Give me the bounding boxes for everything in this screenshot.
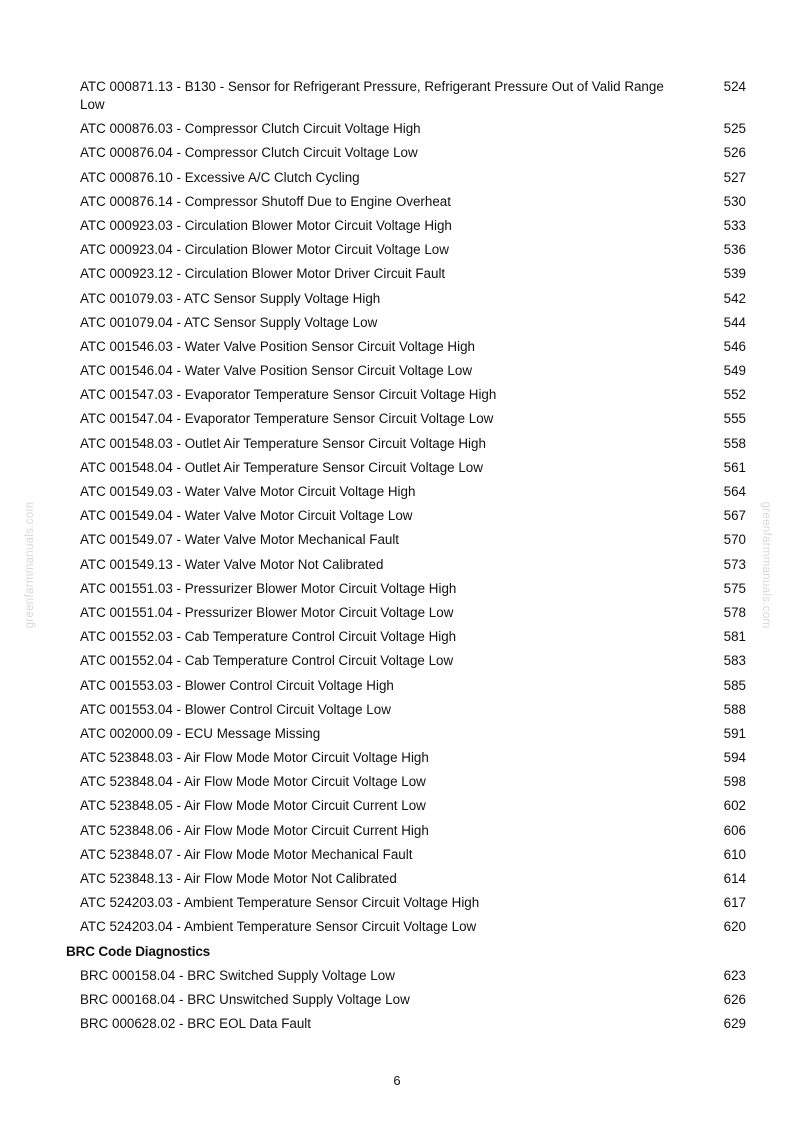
toc-entry[interactable] <box>66 241 746 259</box>
toc-entry-page: 585 <box>723 677 746 693</box>
toc-entry[interactable] <box>66 144 746 162</box>
toc-entry[interactable] <box>66 78 746 114</box>
toc-entry[interactable] <box>66 701 746 719</box>
page-number: 6 <box>393 1073 401 1088</box>
toc-entry-title: ATC 001552.03 - Cab Temperature Control Circuit Voltage High <box>80 629 457 645</box>
toc-entry-title: ATC 000876.03 - Compressor Clutch Circuit Voltage High <box>80 121 421 137</box>
toc-entry-title: ATC 001547.04 - Evaporator Temperature Sensor Circuit Voltage Low <box>80 411 494 427</box>
toc-entry-page: 567 <box>723 508 746 524</box>
toc-entry-title: BRC 000168.04 - BRC Unswitched Supply Voltage Low <box>80 991 410 1007</box>
toc-entry-title: ATC 001549.04 - Water Valve Motor Circuit Voltage Low <box>80 508 413 524</box>
toc-entry[interactable] <box>66 386 746 404</box>
toc-entry-title: ATC 001547.03 - Evaporator Temperature Sensor Circuit Voltage High <box>80 387 497 403</box>
toc-entry-page: 527 <box>723 169 746 185</box>
toc-entry[interactable] <box>66 773 746 791</box>
toc-entry-title: BRC 000158.04 - BRC Switched Supply Voltage Low <box>80 967 395 983</box>
toc-entry-title: ATC 001549.07 - Water Valve Motor Mechanical Fault <box>80 532 400 548</box>
toc-entry-page: 573 <box>723 556 746 572</box>
toc-entry[interactable] <box>66 531 746 549</box>
toc-entry-page: 588 <box>723 701 746 717</box>
toc-entry-title: ATC 000923.12 - Circulation Blower Motor Driver Circuit Fault <box>80 266 446 282</box>
toc-entry[interactable] <box>66 290 746 308</box>
toc-entry[interactable] <box>66 507 746 525</box>
toc-entry[interactable] <box>66 797 746 815</box>
table-of-contents <box>66 78 746 1039</box>
toc-entry-title: ATC 523848.04 - Air Flow Mode Motor Circuit Voltage Low <box>80 774 426 790</box>
toc-entry-title: ATC 524203.03 - Ambient Temperature Sensor Circuit Voltage High <box>80 895 480 911</box>
toc-entry[interactable] <box>66 604 746 622</box>
toc-entry-title: ATC 000871.13 - B130 - Sensor for Refrigerant Pressure, Refrigerant Pressure Out of Valid Range Low <box>80 79 664 112</box>
toc-entry[interactable] <box>66 1015 746 1033</box>
toc-entry[interactable] <box>66 967 746 985</box>
toc-entry-page: 570 <box>723 532 746 548</box>
toc-entry-page: 546 <box>723 338 746 354</box>
toc-entry[interactable] <box>66 483 746 501</box>
toc-entry-title: ATC 000876.14 - Compressor Shutoff Due to Engine Overheat <box>80 193 451 209</box>
toc-entry[interactable] <box>66 677 746 695</box>
toc-entry-page: 561 <box>723 459 746 475</box>
toc-entry[interactable] <box>66 580 746 598</box>
toc-entry-page: 602 <box>723 798 746 814</box>
toc-entry-page: 578 <box>723 604 746 620</box>
watermark-right: greenfarmmanuals.com <box>760 501 772 629</box>
toc-entry-page: 598 <box>723 774 746 790</box>
toc-entry-page: 610 <box>723 846 746 862</box>
toc-entry[interactable] <box>66 338 746 356</box>
toc-entry[interactable] <box>66 169 746 187</box>
toc-entry-page: 526 <box>723 145 746 161</box>
toc-entry[interactable] <box>66 193 746 211</box>
toc-entry[interactable] <box>66 894 746 912</box>
toc-entry-title: ATC 001552.04 - Cab Temperature Control Circuit Voltage Low <box>80 653 454 669</box>
toc-entry[interactable] <box>66 870 746 888</box>
toc-entry-page: 552 <box>723 387 746 403</box>
toc-entry-title: ATC 001546.04 - Water Valve Position Sensor Circuit Voltage Low <box>80 363 472 379</box>
toc-entry-page: 606 <box>723 822 746 838</box>
toc-entry[interactable] <box>66 628 746 646</box>
toc-entry[interactable] <box>66 749 746 767</box>
toc-entry-page: 525 <box>723 121 746 137</box>
toc-entry-title: ATC 001548.04 - Outlet Air Temperature Sensor Circuit Voltage Low <box>80 459 483 475</box>
toc-entry[interactable] <box>66 652 746 670</box>
toc-entry-page: 617 <box>723 895 746 911</box>
toc-entry-page: 524 <box>723 79 746 94</box>
toc-entry-page: 620 <box>723 919 746 935</box>
toc-entry[interactable] <box>66 822 746 840</box>
toc-entry-title: ATC 523848.13 - Air Flow Mode Motor Not Calibrated <box>80 871 397 886</box>
toc-entry-page: 564 <box>723 484 746 499</box>
section-heading: BRC Code Diagnostics <box>66 943 211 959</box>
toc-entry-page: 542 <box>723 290 746 306</box>
toc-entry-title: ATC 523848.03 - Air Flow Mode Motor Circuit Voltage High <box>80 750 429 766</box>
toc-entry[interactable] <box>66 725 746 743</box>
toc-entry[interactable] <box>66 556 746 574</box>
toc-entry-title: ATC 523848.06 - Air Flow Mode Motor Circuit Current High <box>80 822 429 838</box>
toc-entry[interactable] <box>66 459 746 477</box>
toc-entry-page: 539 <box>723 266 746 282</box>
toc-entry-title: ATC 523848.05 - Air Flow Mode Motor Circuit Current Low <box>80 798 426 814</box>
toc-entry-title: ATC 000923.03 - Circulation Blower Motor Circuit Voltage High <box>80 217 452 233</box>
toc-entry-title: ATC 000876.10 - Excessive A/C Clutch Cycling <box>80 169 360 185</box>
toc-entry-title: ATC 000876.04 - Compressor Clutch Circuit Voltage Low <box>80 145 418 161</box>
toc-entry-title: ATC 524203.04 - Ambient Temperature Sensor Circuit Voltage Low <box>80 919 477 935</box>
toc-entry-title: ATC 001549.13 - Water Valve Motor Not Calibrated <box>80 556 384 572</box>
toc-entry-title: ATC 001079.04 - ATC Sensor Supply Voltage Low <box>80 314 378 330</box>
toc-entry[interactable] <box>66 846 746 864</box>
toc-entry-title: ATC 000923.04 - Circulation Blower Motor Circuit Voltage Low <box>80 242 449 258</box>
toc-entry-page: 555 <box>723 411 746 427</box>
toc-entry[interactable] <box>66 362 746 380</box>
toc-entry-title: BRC 000628.02 - BRC EOL Data Fault <box>80 1016 311 1032</box>
toc-entry[interactable] <box>66 120 746 138</box>
toc-entry-page: 591 <box>723 725 746 741</box>
toc-entry-page: 575 <box>723 580 746 596</box>
toc-entry-title: ATC 001549.03 - Water Valve Motor Circuit Voltage High <box>80 484 416 499</box>
toc-entry-title: ATC 001551.03 - Pressurizer Blower Motor Circuit Voltage High <box>80 580 457 596</box>
toc-entry-title: ATC 001079.03 - ATC Sensor Supply Voltage High <box>80 290 381 306</box>
toc-entry-title: ATC 523848.07 - Air Flow Mode Motor Mechanical Fault <box>80 846 413 862</box>
toc-entry-page: 614 <box>723 871 746 886</box>
toc-entry[interactable] <box>66 265 746 283</box>
toc-entry[interactable] <box>66 918 746 936</box>
toc-entry-title: ATC 001546.03 - Water Valve Position Sensor Circuit Voltage High <box>80 338 475 354</box>
toc-entry-page: 544 <box>723 314 746 330</box>
toc-entry-page: 581 <box>723 629 746 645</box>
toc-entry-page: 558 <box>723 435 746 451</box>
toc-entry-title: ATC 001551.04 - Pressurizer Blower Motor Circuit Voltage Low <box>80 604 454 620</box>
toc-entry-title: ATC 002000.09 - ECU Message Missing <box>80 725 321 741</box>
toc-entry-page: 626 <box>723 991 746 1007</box>
toc-entry-page: 530 <box>723 193 746 209</box>
toc-entry-page: 594 <box>723 750 746 766</box>
toc-entry-title: ATC 001548.03 - Outlet Air Temperature Sensor Circuit Voltage High <box>80 435 486 451</box>
toc-entry-page: 583 <box>723 653 746 669</box>
toc-entry[interactable] <box>66 217 746 235</box>
toc-entry-page: 629 <box>723 1016 746 1032</box>
toc-entry[interactable] <box>66 410 746 428</box>
toc-entry-title: ATC 001553.04 - Blower Control Circuit Voltage Low <box>80 701 391 717</box>
toc-entry-title: ATC 001553.03 - Blower Control Circuit Voltage High <box>80 677 394 693</box>
toc-entry[interactable] <box>66 314 746 332</box>
toc-entry[interactable] <box>66 991 746 1009</box>
toc-entry-page: 549 <box>723 363 746 379</box>
toc-entry-page: 623 <box>723 967 746 983</box>
toc-entry-page: 536 <box>723 242 746 258</box>
toc-entry[interactable] <box>66 435 746 453</box>
toc-entry-page: 533 <box>723 217 746 233</box>
watermark-left: greenfarmmanuals.com <box>24 501 36 629</box>
